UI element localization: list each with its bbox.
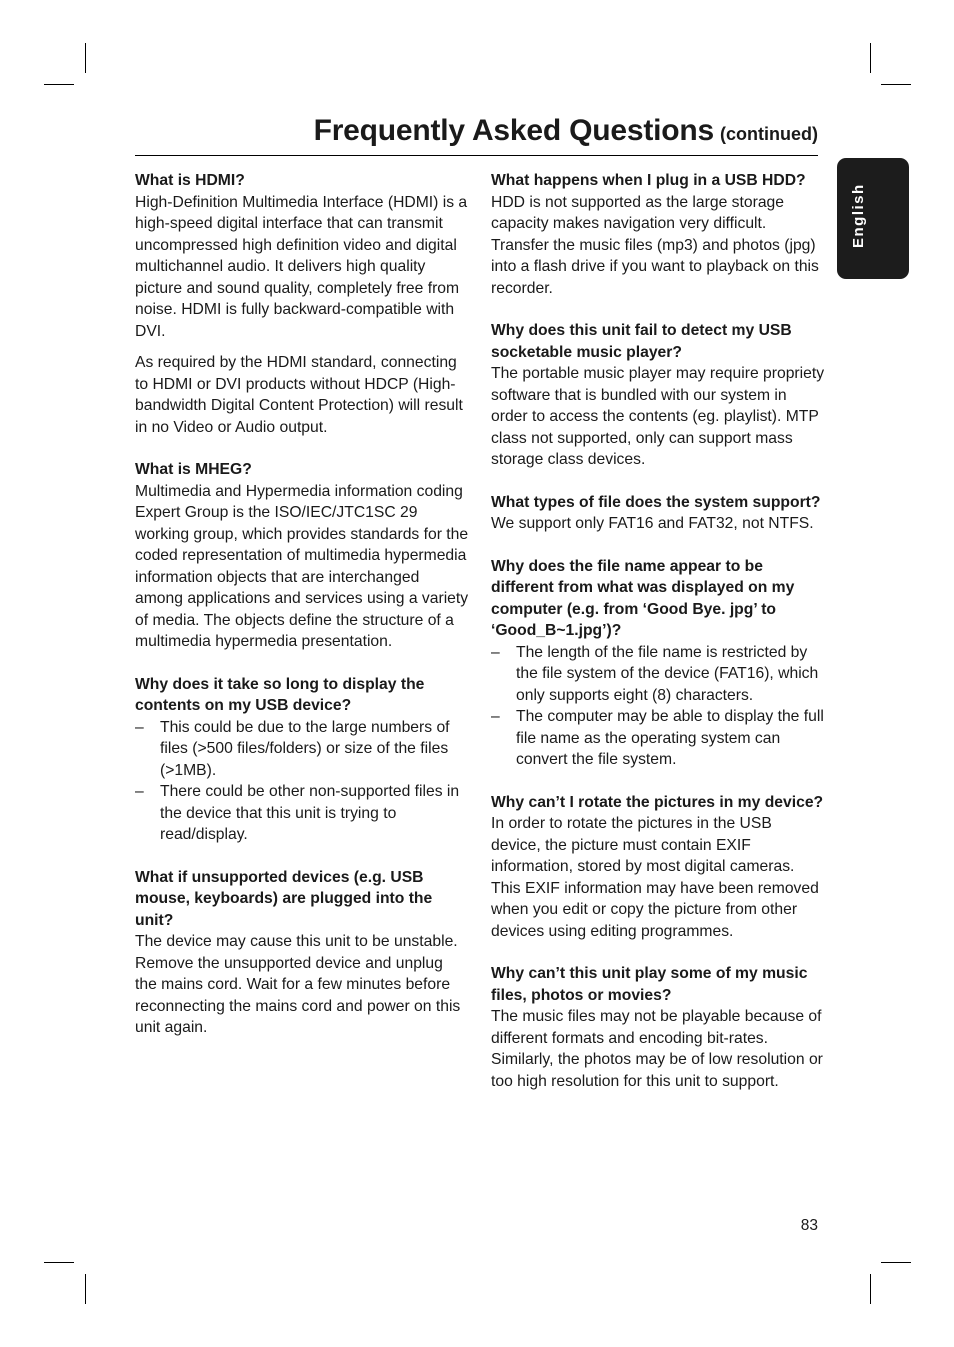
faq-question: What if unsupported devices (e.g. USB mouse, keyboards) are plugged into the unit? bbox=[135, 868, 433, 929]
left-column bbox=[135, 170, 469, 1060]
faq-section bbox=[491, 320, 825, 471]
faq-answer: In order to rotate the pictures in the USB device, the picture must contain EXIF information, stored by most digital cameras. This EXIF information may have been removed when you edit or copy the picture from other devices using editing programmes. bbox=[491, 815, 819, 940]
faq-section bbox=[491, 492, 825, 535]
crop-mark bbox=[881, 84, 911, 85]
crop-mark bbox=[85, 1274, 86, 1304]
faq-question: What is HDMI? bbox=[135, 172, 245, 189]
faq-answer: High-Definition Multimedia Interface (HDMI) is a high-speed digital interface that can transmit uncompressed high definition video and digital multichannel audio. It delivers high quality picture and sound quality, completely free from noise. HDMI is fully backward-compatible with DVI. bbox=[135, 193, 468, 340]
list-item: – There could be other non-supported files in the device that this unit is trying to read/display. bbox=[135, 781, 469, 846]
page-number: 83 bbox=[800, 1217, 818, 1234]
faq-answer: The portable music player may require propriety software that is bundled with our system in order to access the contents (eg. playlist). MTP class not supported, only can support mass storage class devices. bbox=[491, 365, 825, 468]
faq-section bbox=[491, 170, 825, 299]
faq-answer-list bbox=[135, 717, 469, 846]
faq-section bbox=[135, 674, 469, 846]
list-item: – The length of the file name is restricted by the file system of the device (FAT16), which only supports eight (8) characters. bbox=[491, 642, 825, 707]
faq-answer: HDD is not supported as the large storage capacity makes navigation very difficult. Transfer the music files (mp3) and photos (jpg) into a flash drive if you want to playback on this recorder. bbox=[491, 193, 819, 297]
faq-question: Why does it take so long to display the contents on my USB device? bbox=[135, 675, 425, 714]
faq-question: What types of file does the system support? bbox=[491, 493, 821, 511]
faq-question: Why can’t this unit play some of my music files, photos or movies? bbox=[491, 965, 808, 1004]
faq-section bbox=[135, 170, 469, 438]
faq-answer: The music files may not be playable because of different formats and encoding bit-rates. Similarly, the photos may be of low resolution or too high resolution for this unit to support. bbox=[491, 1008, 823, 1090]
faq-question: What is MHEG? bbox=[135, 461, 252, 478]
faq-answer-list bbox=[491, 642, 825, 771]
faq-answer: Multimedia and Hypermedia information coding Expert Group is the ISO/IEC/JTC1SC 29 working group, which provides standards for the coded representation of multimedia hypermedia information objects that are interchanged among applications and services using a variety of media. The objects define the structure of a multimedia hypermedia presentation. bbox=[135, 482, 469, 650]
page-title bbox=[135, 114, 818, 148]
faq-answer: We support only FAT16 and FAT32, not NTFS. bbox=[491, 515, 814, 532]
faq-answer: The device may cause this unit to be unstable. Remove the unsupported device and unplug the mains cord. Wait for a few minutes before reconnecting the mains cord and power on this unit again. bbox=[135, 933, 461, 1036]
language-tab bbox=[837, 158, 909, 279]
crop-mark bbox=[44, 1262, 74, 1263]
faq-section bbox=[491, 792, 825, 943]
list-item: – This could be due to the large numbers of files (>500 files/folders) or size of the files (>1MB). bbox=[135, 717, 469, 782]
crop-mark bbox=[85, 43, 86, 73]
language-tab-label: English bbox=[850, 183, 867, 248]
faq-question: Why does this unit fail to detect my USB socketable music player? bbox=[491, 322, 792, 361]
faq-section bbox=[135, 867, 469, 1039]
faq-section bbox=[491, 556, 825, 771]
title-rule bbox=[135, 155, 818, 156]
page-title-text: Frequently Asked Questions bbox=[313, 114, 715, 147]
right-column bbox=[491, 170, 825, 1113]
faq-answer: As required by the HDMI standard, connecting to HDMI or DVI products without HDCP (High-bandwidth Digital Content Protection) will result in no Video or Audio output. bbox=[135, 354, 463, 436]
list-item: – The computer may be able to display the full file name as the operating system can convert the file system. bbox=[491, 706, 825, 771]
faq-section bbox=[135, 459, 469, 653]
faq-question: What happens when I plug in a USB HDD? bbox=[491, 172, 806, 189]
crop-mark bbox=[870, 1274, 871, 1304]
faq-question: Why does the file name appear to be different from what was displayed on my computer (e.g. from ‘Good Bye. jpg’ to ‘Good_B~1.jpg’)? bbox=[491, 557, 795, 639]
crop-mark bbox=[881, 1262, 911, 1263]
crop-mark bbox=[44, 84, 74, 85]
crop-mark bbox=[870, 43, 871, 73]
faq-section bbox=[491, 963, 825, 1092]
faq-question: Why can’t I rotate the pictures in my device? bbox=[491, 793, 824, 811]
continued-label: (continued) bbox=[720, 124, 818, 144]
